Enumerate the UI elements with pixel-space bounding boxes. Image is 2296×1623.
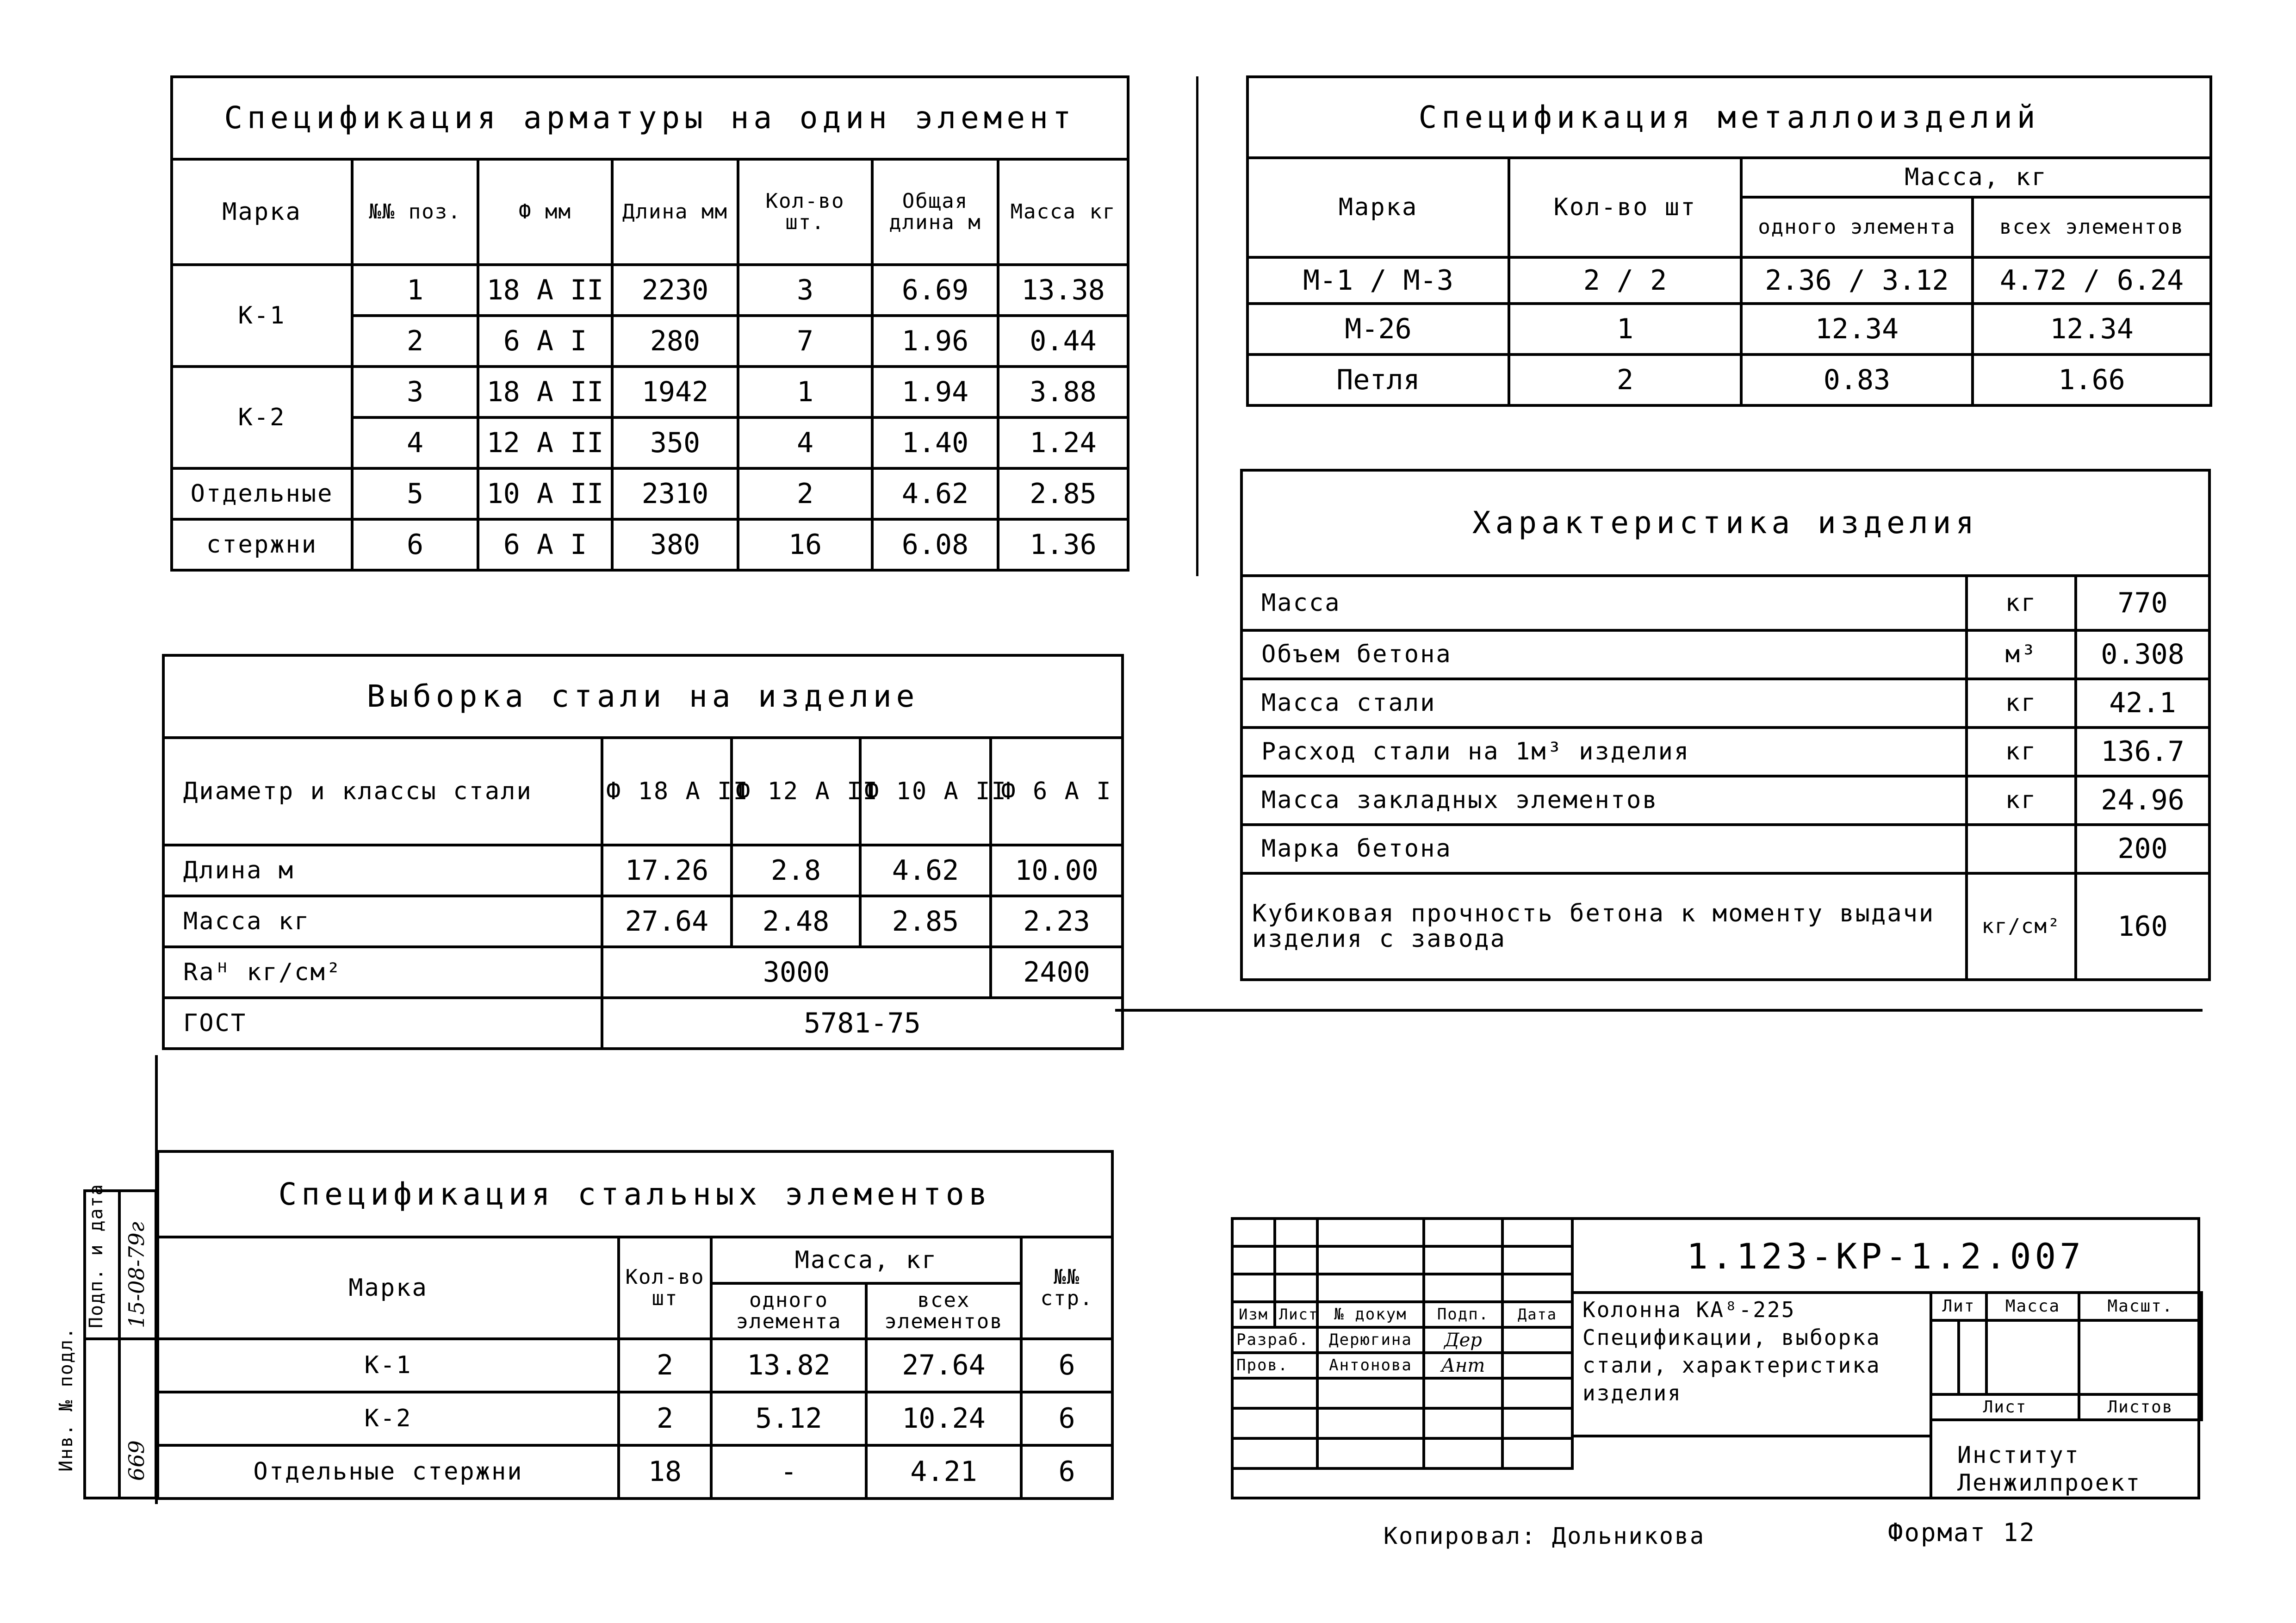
col-qty: Кол-во шт <box>1509 158 1741 257</box>
cell: 160 <box>2076 873 2209 980</box>
desc-row-line <box>1571 1435 1930 1437</box>
row-label: Длина м <box>163 845 602 896</box>
cell: 13.38 <box>998 265 1128 316</box>
cell: 4.72 / 6.24 <box>1973 257 2211 304</box>
cell: 1.66 <box>1973 354 2211 405</box>
col-pos: №№ поз. <box>352 159 478 265</box>
cell: 6.08 <box>872 519 998 570</box>
cell: 1.40 <box>872 417 998 468</box>
side-stamp-sign-label: Подп. и дата <box>86 1183 107 1328</box>
col-qty: Кол-во шт <box>619 1237 711 1339</box>
cell: 18 <box>619 1445 711 1499</box>
diameter-col: Ф 12 А II <box>732 738 860 845</box>
cell <box>1424 1438 1502 1468</box>
side-stamp-inv-label: Инв. № подл. <box>56 1327 77 1472</box>
cell: 13.82 <box>711 1339 866 1392</box>
cell <box>1232 1246 1275 1274</box>
mark-k1: К-1 <box>172 265 352 367</box>
cell: М-1 / М-3 <box>1247 257 1509 304</box>
cell: 200 <box>2076 825 2209 873</box>
cell: Петля <box>1247 354 1509 405</box>
cell: 3 <box>352 367 478 417</box>
cell <box>1502 1246 1572 1274</box>
mark-k2: К-2 <box>172 367 352 468</box>
steel-sample-table <box>162 654 1124 1050</box>
cell: 4.62 <box>860 845 991 896</box>
col-page: №№ стр. <box>1021 1237 1112 1339</box>
cell: Лист <box>1931 1394 2079 1420</box>
table-row <box>1241 776 2209 825</box>
cell <box>1502 1219 1572 1246</box>
col-one: одного элемента <box>1741 197 1973 257</box>
col-one: одного элемента <box>711 1283 866 1339</box>
table-row <box>163 947 1123 998</box>
steel-elements-table <box>156 1150 1114 1500</box>
cell: 380 <box>612 519 738 570</box>
col-total: Общая длина м <box>872 159 998 265</box>
drawing-code: 1.123-КР-1.2.007 <box>1686 1236 2085 1277</box>
table-row <box>1241 873 2209 980</box>
cell: 2.48 <box>732 896 860 947</box>
cell: 350 <box>612 417 738 468</box>
row-label: Масса кг <box>163 896 602 947</box>
table-row <box>158 1445 1112 1499</box>
side-stamp-inv-value: 669 <box>124 1440 149 1481</box>
cell: Листов <box>2079 1394 2202 1420</box>
cell <box>1967 825 2076 873</box>
cell <box>1232 1274 1275 1302</box>
cell: м³ <box>1967 630 2076 679</box>
cell: 2 <box>352 316 478 367</box>
metal-products-title: Спецификация металлоизделий <box>1247 77 2211 158</box>
cell: 2400 <box>991 947 1123 998</box>
cell: 6 А I <box>478 519 612 570</box>
characteristics-table <box>1240 469 2211 981</box>
diameter-col: Ф 10 А II <box>860 738 991 845</box>
lit-mass-scale-grid <box>1930 1291 2203 1421</box>
format-label: Формат 12 <box>1888 1518 2036 1547</box>
diameter-header: Диаметр и классы стали <box>163 738 602 845</box>
cell <box>1502 1438 1572 1468</box>
mark-rods: стержни <box>172 519 352 570</box>
cell <box>1317 1408 1424 1438</box>
cell: 3000 <box>602 947 991 998</box>
cell: 2 <box>619 1392 711 1445</box>
cell: 2.85 <box>860 896 991 947</box>
cell: 2 <box>738 468 872 519</box>
cell: 1.96 <box>872 316 998 367</box>
cell: 2 / 2 <box>1509 257 1741 304</box>
cell <box>1232 1219 1275 1246</box>
cell: Изм <box>1232 1302 1275 1327</box>
cell: 3 <box>738 265 872 316</box>
cell: 4.21 <box>866 1445 1021 1499</box>
org-line-1: Институт <box>1957 1442 2080 1468</box>
side-stamp-sign-value: 15-08-79г <box>124 1222 149 1328</box>
cell: 1.24 <box>998 417 1128 468</box>
cell <box>1424 1219 1502 1246</box>
metal-products-table <box>1246 75 2212 407</box>
table-row <box>1241 576 2209 630</box>
cell: Антонова <box>1317 1353 1424 1378</box>
cell: 17.26 <box>602 845 732 896</box>
cell: 2.36 / 3.12 <box>1741 257 1973 304</box>
copied-by: Копировал: Дольникова <box>1384 1523 1706 1549</box>
table-row <box>1241 630 2209 679</box>
cell <box>1986 1320 2079 1394</box>
cell: 27.64 <box>602 896 732 947</box>
characteristics-title: Характеристика изделия <box>1241 470 2209 576</box>
org-line-2: Ленжилпроект <box>1957 1469 2141 1496</box>
cell: 6 А I <box>478 316 612 367</box>
cell: 2 <box>1509 354 1741 405</box>
col-len: Длина мм <box>612 159 738 265</box>
col-all: всех элементов <box>1973 197 2211 257</box>
col-mass: Масса, кг <box>711 1237 1021 1283</box>
cell: 7 <box>738 316 872 367</box>
cell: кг <box>1967 576 2076 630</box>
cell: Лист <box>1275 1302 1317 1327</box>
cell: 12 А II <box>478 417 612 468</box>
table-row <box>158 1339 1112 1392</box>
mark-separate: Отдельные <box>172 468 352 519</box>
cell: Кубиковая прочность бетона к моменту выдачи изделия с завода <box>1241 873 1967 980</box>
row-label: Rаᴴ кг/см² <box>163 947 602 998</box>
cell: 1 <box>352 265 478 316</box>
cell: 5781-75 <box>602 998 1123 1049</box>
col-mark: Марка <box>158 1237 619 1339</box>
cell: К-1 <box>158 1339 619 1392</box>
cell: 12.34 <box>1973 304 2211 354</box>
col-all: всех элементов <box>866 1283 1021 1339</box>
cell: 4.62 <box>872 468 998 519</box>
cell: 18 А II <box>478 265 612 316</box>
table-row <box>1247 354 2211 405</box>
cell <box>1502 1408 1572 1438</box>
steel-sample-title: Выборка стали на изделие <box>163 655 1123 738</box>
cell <box>1232 1408 1317 1438</box>
cell: 6 <box>1021 1445 1112 1499</box>
cell: Пров. <box>1232 1353 1317 1378</box>
cell: кг/см² <box>1967 873 2076 980</box>
cell: 27.64 <box>866 1339 1021 1392</box>
cell <box>1317 1219 1424 1246</box>
cell: М-26 <box>1247 304 1509 354</box>
table-row <box>1247 257 2211 304</box>
cell: 770 <box>2076 576 2209 630</box>
cell: 1.94 <box>872 367 998 417</box>
cell: 2.8 <box>732 845 860 896</box>
cell: 2.23 <box>991 896 1123 947</box>
table-row <box>163 896 1123 947</box>
table-row <box>163 845 1123 896</box>
cell: № докум <box>1317 1302 1424 1327</box>
table-row <box>1241 728 2209 776</box>
col-mass: Масса кг <box>998 159 1128 265</box>
cell: 6.69 <box>872 265 998 316</box>
cell: 6 <box>1021 1339 1112 1392</box>
cell: 1.36 <box>998 519 1128 570</box>
drawing-description: Колонна КА⁸-225 Спецификации, выборка стали, характеристика изделия <box>1582 1297 1881 1405</box>
cell: Отдельные стержни <box>158 1445 619 1499</box>
cell: 1 <box>738 367 872 417</box>
cell: Марка бетона <box>1241 825 1967 873</box>
mid-border-line <box>1115 1009 2203 1012</box>
cell: 6 <box>1021 1392 1112 1445</box>
sheet-divider <box>1196 76 1198 576</box>
cell <box>2079 1320 2202 1394</box>
signature: Ант <box>1424 1353 1502 1378</box>
cell: 5.12 <box>711 1392 866 1445</box>
cell: 5 <box>352 468 478 519</box>
cell <box>1424 1378 1502 1408</box>
cell <box>1931 1320 1959 1394</box>
row-label: ГОСТ <box>163 998 602 1049</box>
title-block-grid <box>1231 1217 1574 1470</box>
cell: 0.83 <box>1741 354 1973 405</box>
table-row <box>172 265 1128 316</box>
cell: 2.85 <box>998 468 1128 519</box>
cell: Дата <box>1502 1302 1572 1327</box>
cell: 280 <box>612 316 738 367</box>
cell: 1 <box>1509 304 1741 354</box>
diameter-col: Ф 6 А I <box>991 738 1123 845</box>
cell: - <box>711 1445 866 1499</box>
cell: 2230 <box>612 265 738 316</box>
cell <box>1502 1327 1572 1353</box>
cell: К-2 <box>158 1392 619 1445</box>
cell: 3.88 <box>998 367 1128 417</box>
rebar-spec-table <box>170 75 1129 572</box>
cell <box>1317 1438 1424 1468</box>
cell <box>1424 1274 1502 1302</box>
cell: кг <box>1967 728 2076 776</box>
diameter-col: Ф 18 А II <box>602 738 732 845</box>
cell: Масса стали <box>1241 679 1967 728</box>
cell: Масшт. <box>2079 1293 2202 1320</box>
cell: Дерюгина <box>1317 1327 1424 1353</box>
table-row <box>172 468 1128 519</box>
cell: Масса закладных элементов <box>1241 776 1967 825</box>
side-stamp-divider <box>118 1189 121 1499</box>
cell <box>1317 1378 1424 1408</box>
cell: 136.7 <box>2076 728 2209 776</box>
cell: Масса <box>1986 1293 2079 1320</box>
cell: Расход стали на 1м³ изделия <box>1241 728 1967 776</box>
cell <box>1232 1378 1317 1408</box>
cell <box>1424 1408 1502 1438</box>
cell <box>1502 1378 1572 1408</box>
cell <box>1502 1353 1572 1378</box>
col-mark: Марка <box>1247 158 1509 257</box>
cell <box>1502 1274 1572 1302</box>
cell: 1942 <box>612 367 738 417</box>
cell: 2310 <box>612 468 738 519</box>
cell: 12.34 <box>1741 304 1973 354</box>
cell: 0.44 <box>998 316 1128 367</box>
cell: 42.1 <box>2076 679 2209 728</box>
cell: Разраб. <box>1232 1327 1317 1353</box>
cell: 4 <box>352 417 478 468</box>
cell: 2 <box>619 1339 711 1392</box>
col-dia: Ф мм <box>478 159 612 265</box>
table-row <box>1241 825 2209 873</box>
cell: 4 <box>738 417 872 468</box>
cell <box>1275 1219 1317 1246</box>
table-row <box>172 367 1128 417</box>
cell: 10.24 <box>866 1392 1021 1445</box>
cell: 10 А II <box>478 468 612 519</box>
steel-elements-title: Спецификация стальных элементов <box>158 1151 1112 1237</box>
signature: Дер <box>1424 1327 1502 1353</box>
cell: Масса <box>1241 576 1967 630</box>
table-row <box>163 998 1123 1049</box>
cell: Объем бетона <box>1241 630 1967 679</box>
cell: 24.96 <box>2076 776 2209 825</box>
side-stamp-row <box>83 1337 157 1340</box>
cell: 10.00 <box>991 845 1123 896</box>
cell: 0.308 <box>2076 630 2209 679</box>
cell: 6 <box>352 519 478 570</box>
cell: Подп. <box>1424 1302 1502 1327</box>
col-qty: Кол-во шт. <box>738 159 872 265</box>
cell: 16 <box>738 519 872 570</box>
table-row <box>1247 304 2211 354</box>
cell <box>1275 1274 1317 1302</box>
cell: Лит <box>1931 1293 1986 1320</box>
cell <box>1275 1246 1317 1274</box>
cell: кг <box>1967 679 2076 728</box>
cell <box>1317 1274 1424 1302</box>
table-row <box>158 1392 1112 1445</box>
cell <box>1317 1246 1424 1274</box>
cell <box>1424 1246 1502 1274</box>
cell: 18 А II <box>478 367 612 417</box>
table-row <box>1241 679 2209 728</box>
col-mark: Марка <box>172 159 352 265</box>
col-mass: Масса, кг <box>1741 158 2211 197</box>
cell <box>1232 1438 1317 1468</box>
cell <box>1959 1320 1986 1394</box>
table-row <box>172 519 1128 570</box>
rebar-spec-title: Спецификация арматуры на один элемент <box>172 77 1128 159</box>
cell: кг <box>1967 776 2076 825</box>
